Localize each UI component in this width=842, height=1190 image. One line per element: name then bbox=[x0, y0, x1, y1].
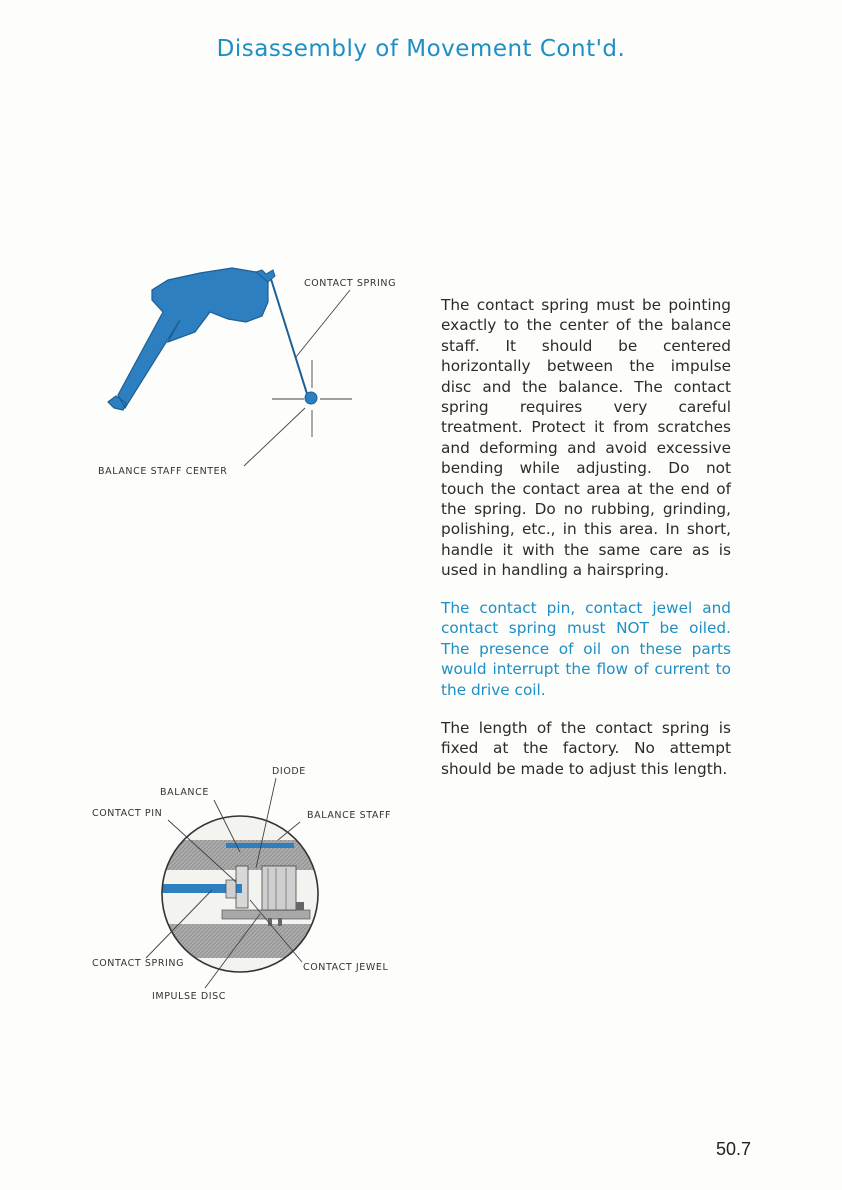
label-contact-pin: CONTACT PIN bbox=[92, 808, 163, 819]
paragraph-contact-spring-care: The contact spring must be pointing exactly to the center of the balance staff. It should be centered horizontally between the impulse disc and the balance. The contact spring requires very careful treatment. Protect it from scratches and deforming and avoid excessive bending while adjusting. Do not touch the contact area at the end of the spring. Do no rubbing, grinding, polishing, etc., in this area. In short, handle it with the same care as is used in handling a hairspring. bbox=[441, 296, 731, 580]
paragraph-no-oil-warning: The contact pin, contact jewel and contact spring must NOT be oiled. The presence of oil on these parts would interrupt the flow of current to the drive coil. bbox=[441, 599, 731, 699]
label-contact-spring: CONTACT SPRING bbox=[304, 278, 397, 289]
label-contact-spring-2: CONTACT SPRING bbox=[92, 958, 185, 969]
paragraph-spring-length: The length of the contact spring is fixed at the factory. No attempt should be made to adjust this length. bbox=[441, 719, 731, 778]
label-impulse-disc: IMPULSE DISC bbox=[152, 991, 227, 1002]
impulse-disc-plate bbox=[160, 924, 322, 958]
label-balance: BALANCE bbox=[160, 787, 209, 798]
page-number: 50.7 bbox=[716, 1139, 752, 1159]
label-balance-staff-center: BALANCE STAFF CENTER bbox=[98, 466, 228, 477]
page-title: Disassembly of Movement Cont'd. bbox=[216, 36, 626, 62]
label-balance-staff: BALANCE STAFF bbox=[307, 810, 392, 821]
balance-staff bbox=[262, 866, 296, 910]
label-contact-jewel: CONTACT JEWEL bbox=[303, 962, 389, 973]
label-diode: DIODE bbox=[272, 766, 306, 777]
